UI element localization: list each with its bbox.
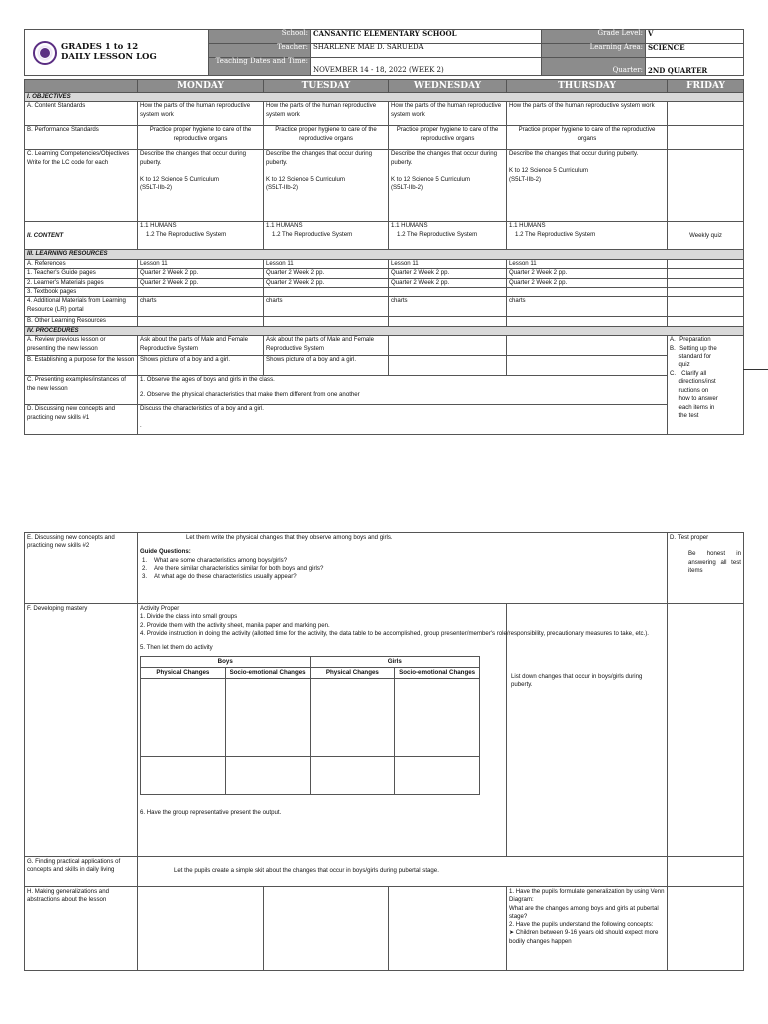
other-resources-tue — [264, 317, 389, 326]
purpose-wed — [389, 356, 507, 376]
competency-text: Describe the changes that occur during puberty. — [266, 150, 373, 166]
teacher-value: SHARLENE MAE D. SARUEDA — [311, 44, 542, 58]
activity-step: 5. Then let them do activity — [140, 644, 213, 652]
discussing-text: Discuss the characteristics of a boy and a girl. — [140, 405, 264, 413]
margin-line — [743, 369, 768, 370]
generalizations-thu — [507, 887, 668, 971]
content-standards-thu: How the parts of the human reproductive system work — [507, 102, 668, 126]
boys-physical-header: Physical Changes — [141, 668, 226, 679]
competency-text: Describe the changes that occur during puberty. — [509, 150, 639, 158]
girls-socio-header: Socio-emotional Changes — [395, 668, 480, 679]
generalizations-label: H. Making generalizations and abstractions about the lesson — [25, 887, 138, 971]
generalization-item: 1. Have the pupils formulate generalization by using Venn Diagram: — [509, 888, 665, 904]
table-cell — [395, 757, 480, 795]
generalization-item: What are the changes among boys and girls at pubertal stage? — [509, 904, 659, 920]
boys-socio-header: Socio-emotional Changes — [225, 668, 310, 679]
friday-item: ructions on — [670, 386, 709, 394]
activity-step: 4. Provide instruction in doing the activity (allotted time for the activity, the data table to be accomplished, group presenter/member's role/responsibility, precautionary measures to take, etc.). — [140, 629, 649, 637]
table-cell — [395, 679, 480, 757]
quarter-label: Quarter: — [542, 58, 646, 76]
teaching-dates-label: Teaching Dates and Time: — [209, 58, 311, 76]
textbook-pages-fri — [668, 288, 744, 297]
textbook-pages-tue — [264, 288, 389, 297]
teachers-guide-tue: Quarter 2 Week 2 pp. — [264, 269, 389, 278]
content-line2: 1.2 The Reproductive System — [397, 230, 478, 238]
presenting-item2: 2. Observe the physical characteristics that make them different from one another — [140, 390, 360, 398]
content-wed — [389, 222, 507, 250]
competencies-fri — [668, 150, 744, 222]
discussing2-intro: Let them write the physical changes that they observe among boys and girls. — [186, 534, 393, 541]
content-line1: 1.1 HUMANS — [266, 222, 303, 230]
friday-item: C. Clarify all — [670, 369, 707, 377]
additional-materials-fri — [668, 297, 744, 317]
table-cell — [225, 679, 310, 757]
section-objectives: I. OBJECTIVES — [25, 93, 744, 102]
learners-materials-tue: Quarter 2 Week 2 pp. — [264, 278, 389, 287]
textbook-pages-thu — [507, 288, 668, 297]
developing-mastery-thu — [507, 604, 668, 857]
content-line1: 1.1 HUMANS — [509, 222, 546, 230]
additional-materials-thu: charts — [507, 297, 668, 317]
guide-question: 1. What are some characteristics among boys/girls? — [142, 556, 288, 564]
textbook-pages-wed — [389, 288, 507, 297]
activity-step: 2. Provide them with the activity sheet, manila paper and marking pen. — [140, 621, 330, 629]
curriculum-text: K to 12 Science 5 Curriculum — [266, 175, 345, 183]
grade-level-label: Grade Level: — [542, 30, 646, 44]
activity-step: 1. Divide the class into small groups — [140, 613, 238, 621]
content-line1: 1.1 HUMANS — [391, 222, 428, 230]
presenting-content — [138, 376, 668, 405]
presenting-label: C. Presenting examples/instances of the new lesson — [25, 376, 138, 405]
content-fri: Weekly quiz — [668, 222, 744, 250]
references-tue: Lesson 11 — [264, 259, 389, 268]
section-procedures: IV. PROCEDURES — [25, 326, 744, 335]
day-header-monday: MONDAY — [138, 80, 264, 93]
review-thu — [507, 336, 668, 356]
practical-applications-text: Let the pupils create a simple skit about the changes that occur in boys/girls during pubertal stage. — [174, 867, 439, 875]
generalizations-mon — [138, 887, 264, 971]
discussing-content — [138, 405, 668, 435]
day-header-thursday: THURSDAY — [507, 80, 668, 93]
lc-code: (S5LT-IIb-2) — [140, 184, 173, 192]
table-cell — [310, 757, 395, 795]
friday-item: directions/inst — [670, 378, 716, 386]
textbook-pages-label: 3. Textbook pages — [25, 288, 138, 297]
generalization-item: ➤ Children between 9-16 years old should expect more bodily changes happen — [509, 929, 659, 945]
discussing-dot: . — [140, 421, 142, 429]
girls-physical-header: Physical Changes — [310, 668, 395, 679]
content-thu — [507, 222, 668, 250]
learning-area-label: Learning Area: — [542, 44, 646, 58]
teacher-label: Teacher: — [209, 44, 311, 58]
developing-mastery-label: F. Developing mastery — [25, 604, 138, 857]
performance-standards-label: B. Performance Standards — [25, 126, 138, 150]
logo-cell — [25, 30, 209, 76]
friday-item: A. Preparation — [670, 336, 711, 344]
guide-questions-list — [140, 557, 665, 582]
content-line2: 1.2 The Reproductive System — [146, 230, 227, 238]
generalizations-fri — [668, 887, 744, 971]
quarter-value: 2ND QUARTER — [646, 58, 744, 76]
purpose-thu — [507, 356, 668, 376]
learners-materials-fri — [668, 278, 744, 287]
friday-item: how to answer — [670, 395, 718, 403]
competencies-label: C. Learning Competencies/Objectives Write for the LC code for each — [25, 150, 138, 222]
content-standards-tue: How the parts of the human reproductive system work — [264, 102, 389, 126]
learners-materials-mon: Quarter 2 Week 2 pp. — [138, 278, 264, 287]
generalization-item: 2. Have the pupils understand the following concepts: — [509, 921, 654, 929]
teaching-dates-value: NOVEMBER 14 - 18, 2022 (WEEK 2) — [311, 58, 542, 76]
developing-mastery-fri — [668, 604, 744, 857]
review-wed — [389, 336, 507, 356]
table-cell — [141, 757, 226, 795]
friday-item: B. Setting up the — [670, 344, 717, 352]
form-title-line1: GRADES 1 to 12 — [61, 41, 139, 52]
competencies-wed — [389, 150, 507, 222]
content-line2: 1.2 The Reproductive System — [272, 230, 353, 238]
lesson-log-table — [24, 79, 744, 435]
day-header-wednesday: WEDNESDAY — [389, 80, 507, 93]
other-resources-thu — [507, 317, 668, 326]
activity-step: 6. Have the group representative present the output. — [140, 809, 282, 817]
presenting-item1: 1. Observe the ages of boys and girls in the class. — [140, 376, 275, 384]
guide-questions-heading: Guide Questions: — [140, 548, 191, 556]
discussing2-fri — [668, 533, 744, 604]
content-standards-wed: How the parts of the human reproductive system work — [389, 102, 507, 126]
other-resources-mon — [138, 317, 264, 326]
learning-area-value: SCIENCE — [646, 44, 744, 58]
performance-standards-tue: Practice proper hygiene to care of the reproductive organs — [264, 126, 389, 150]
curriculum-text: K to 12 Science 5 Curriculum — [509, 167, 588, 175]
other-resources-fri — [668, 317, 744, 326]
generalizations-wed — [389, 887, 507, 971]
table-cell — [310, 679, 395, 757]
references-wed: Lesson 11 — [389, 259, 507, 268]
grade-level-value: V — [646, 30, 744, 44]
table-cell — [225, 757, 310, 795]
girls-header: Girls — [310, 657, 480, 668]
guide-question: 2. Are there similar characteristics similar for both boys and girls? — [142, 564, 324, 572]
lc-code: (S5LT-IIb-2) — [266, 184, 299, 192]
curriculum-text: K to 12 Science 5 Curriculum — [391, 175, 470, 183]
purpose-mon: Shows picture of a boy and a girl. — [138, 356, 264, 376]
friday-item: quiz — [670, 361, 690, 369]
learners-materials-label: 2. Learner's Materials pages — [25, 278, 138, 287]
teachers-guide-label: 1. Teacher's Guide pages — [25, 269, 138, 278]
performance-standards-mon: Practice proper hygiene to care of the reproductive organs — [138, 126, 264, 150]
day-header-tuesday: TUESDAY — [264, 80, 389, 93]
content-line2: 1.2 The Reproductive System — [515, 230, 596, 238]
boys-header: Boys — [141, 657, 311, 668]
additional-materials-label: 4. Additional Materials from Learning Resource (LR) portal — [25, 297, 138, 317]
table-cell — [141, 679, 226, 757]
guide-question: 3. At what age do these characteristics usually appear? — [142, 573, 297, 581]
form-title-line2: DAILY LESSON LOG — [61, 51, 157, 62]
test-instruction: Be honest in answering all test items — [688, 550, 742, 574]
learners-materials-thu: Quarter 2 Week 2 pp. — [507, 278, 668, 287]
discussing-label: D. Discussing new concepts and practicing new skills #1 — [25, 405, 138, 435]
content-standards-mon: How the parts of the human reproductive system work — [138, 102, 264, 126]
performance-standards-thu: Practice proper hygiene to care of the reproductive organs — [507, 126, 668, 150]
corner-cell — [25, 80, 138, 93]
textbook-pages-mon — [138, 288, 264, 297]
friday-procedures — [668, 336, 744, 435]
references-thu: Lesson 11 — [507, 259, 668, 268]
discussing2-label: E. Discussing new concepts and practicing new skills #2 — [25, 533, 138, 604]
teachers-guide-thu: Quarter 2 Week 2 pp. — [507, 269, 668, 278]
header-table — [24, 29, 744, 76]
curriculum-text: K to 12 Science 5 Curriculum — [140, 175, 219, 183]
test-proper: D. Test proper — [670, 534, 709, 541]
references-fri — [668, 259, 744, 268]
content-tue — [264, 222, 389, 250]
teachers-guide-mon: Quarter 2 Week 2 pp. — [138, 269, 264, 278]
performance-standards-wed: Practice proper hygiene to care of the reproductive organs — [389, 126, 507, 150]
review-tue: Ask about the parts of Male and Female Reproductive System — [264, 336, 389, 356]
competency-text: Describe the changes that occur during puberty. — [391, 150, 498, 166]
lc-code: (S5LT-IIb-2) — [509, 175, 542, 183]
additional-materials-mon: charts — [138, 297, 264, 317]
friday-item: each items in — [670, 403, 715, 411]
content-line1: 1.1 HUMANS — [140, 222, 177, 230]
teachers-guide-fri — [668, 269, 744, 278]
content-label: II. CONTENT — [25, 222, 138, 250]
section-learning-resources: III. LEARNING RESOURCES — [25, 250, 744, 259]
lesson-log-table-page2 — [24, 532, 744, 971]
activity-data-table — [140, 656, 480, 795]
generalizations-tue — [264, 887, 389, 971]
purpose-tue: Shows picture of a boy and a girl. — [264, 356, 389, 376]
practical-applications-fri — [668, 857, 744, 887]
performance-standards-fri — [668, 126, 744, 150]
deped-seal-icon — [33, 41, 57, 65]
practical-applications-label: G. Finding practical applications of concepts and skills in daily living — [25, 857, 138, 887]
additional-materials-tue: charts — [264, 297, 389, 317]
discussing2-content — [138, 533, 668, 604]
friday-item: standard for — [670, 353, 711, 361]
references-mon: Lesson 11 — [138, 259, 264, 268]
competencies-mon — [138, 150, 264, 222]
thursday-task: List down changes that occur in boys/girls during puberty. — [511, 673, 643, 689]
activity-proper-title: Activity Proper — [140, 605, 180, 612]
competencies-thu — [507, 150, 668, 222]
school-value: CANSANTIC ELEMENTARY SCHOOL — [311, 30, 542, 44]
day-header-friday: FRIDAY — [668, 80, 744, 93]
teachers-guide-wed: Quarter 2 Week 2 pp. — [389, 269, 507, 278]
lc-code: (S5LT-IIb-2) — [391, 184, 424, 192]
learners-materials-wed: Quarter 2 Week 2 pp. — [389, 278, 507, 287]
content-mon — [138, 222, 264, 250]
references-label: A. References — [25, 259, 138, 268]
form-title — [61, 43, 157, 63]
content-standards-fri — [668, 102, 744, 126]
friday-item: the test — [670, 411, 699, 419]
additional-materials-wed: charts — [389, 297, 507, 317]
content-standards-label: A. Content Standards — [25, 102, 138, 126]
competency-text: Describe the changes that occur during puberty. — [140, 150, 247, 166]
other-resources-wed — [389, 317, 507, 326]
practical-applications-content — [138, 857, 668, 887]
competencies-tue — [264, 150, 389, 222]
other-resources-label: B. Other Learning Resources — [25, 317, 138, 326]
school-label: School: — [209, 30, 311, 44]
purpose-label: B. Establishing a purpose for the lesson — [25, 356, 138, 376]
review-mon: Ask about the parts of Male and Female Reproductive System — [138, 336, 264, 356]
review-label: A. Review previous lesson or presenting the new lesson — [25, 336, 138, 356]
